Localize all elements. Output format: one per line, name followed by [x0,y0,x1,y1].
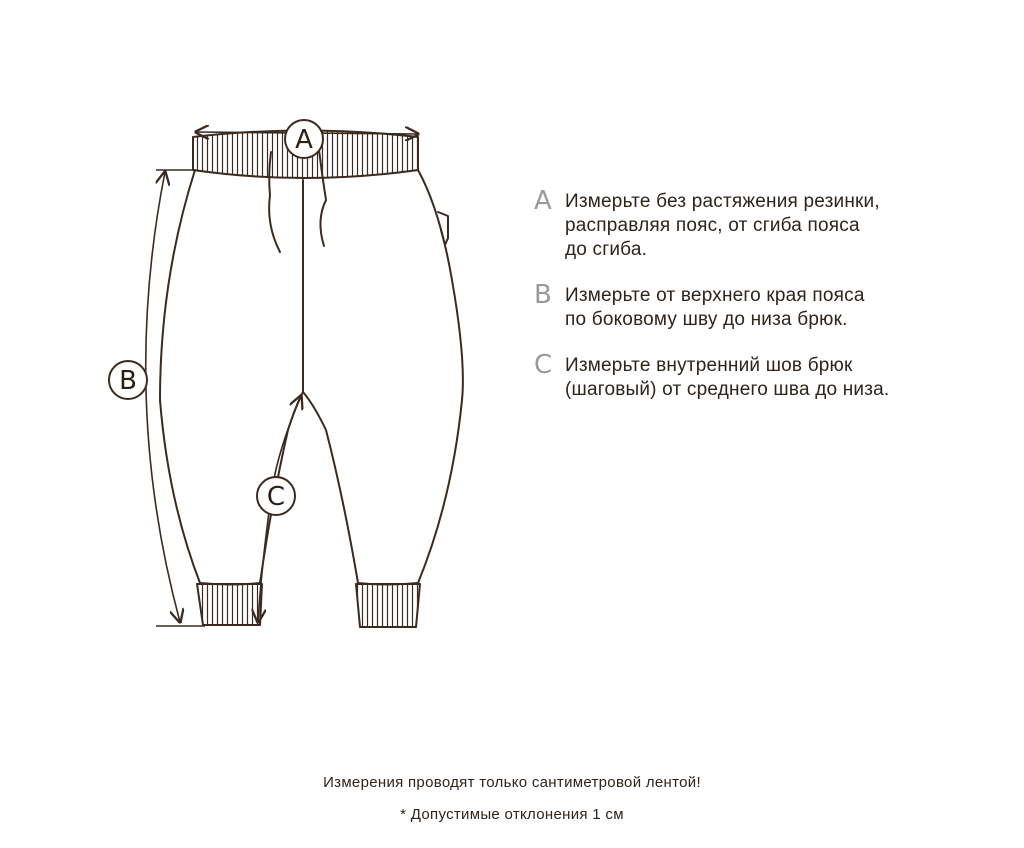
legend-letter-b: B [534,280,552,310]
right-cuff [356,584,420,627]
badge-a [285,120,323,158]
badge-c-label: C [266,482,286,512]
measurement-legend [534,186,994,424]
legend-text-b: Измерьте от верхнего края пояса по боковому шву до низа брюк. [565,285,865,330]
left-leg [160,170,303,585]
pants-outline [160,131,463,628]
side-tag [438,212,448,245]
legend-letter-c: C [534,350,553,380]
badge-c [257,477,295,515]
badge-b-label: B [119,366,137,396]
badge-a-label: A [295,125,313,155]
legend-item-c [534,350,994,402]
footer-tolerance: * Допустимые отклонения 1 см [400,806,624,823]
legend-text-c: Измерьте внутренний шов брюк (шаговый) от среднего шва до низа. [565,355,890,400]
legend-item-a [534,186,994,262]
left-cuff [197,584,262,625]
right-leg [303,170,463,585]
measure-b-arrow [146,172,180,622]
footer-note: Измерения проводят только сантиметровой лентой! [323,774,701,791]
badge-b [109,361,147,399]
legend-item-b [534,280,994,332]
legend-text-a: Измерьте без растяжения резинки, расправляя пояс, от сгиба пояса до сгиба. [565,191,880,260]
measurement-lines [146,132,418,626]
legend-letter-a: A [534,186,552,216]
